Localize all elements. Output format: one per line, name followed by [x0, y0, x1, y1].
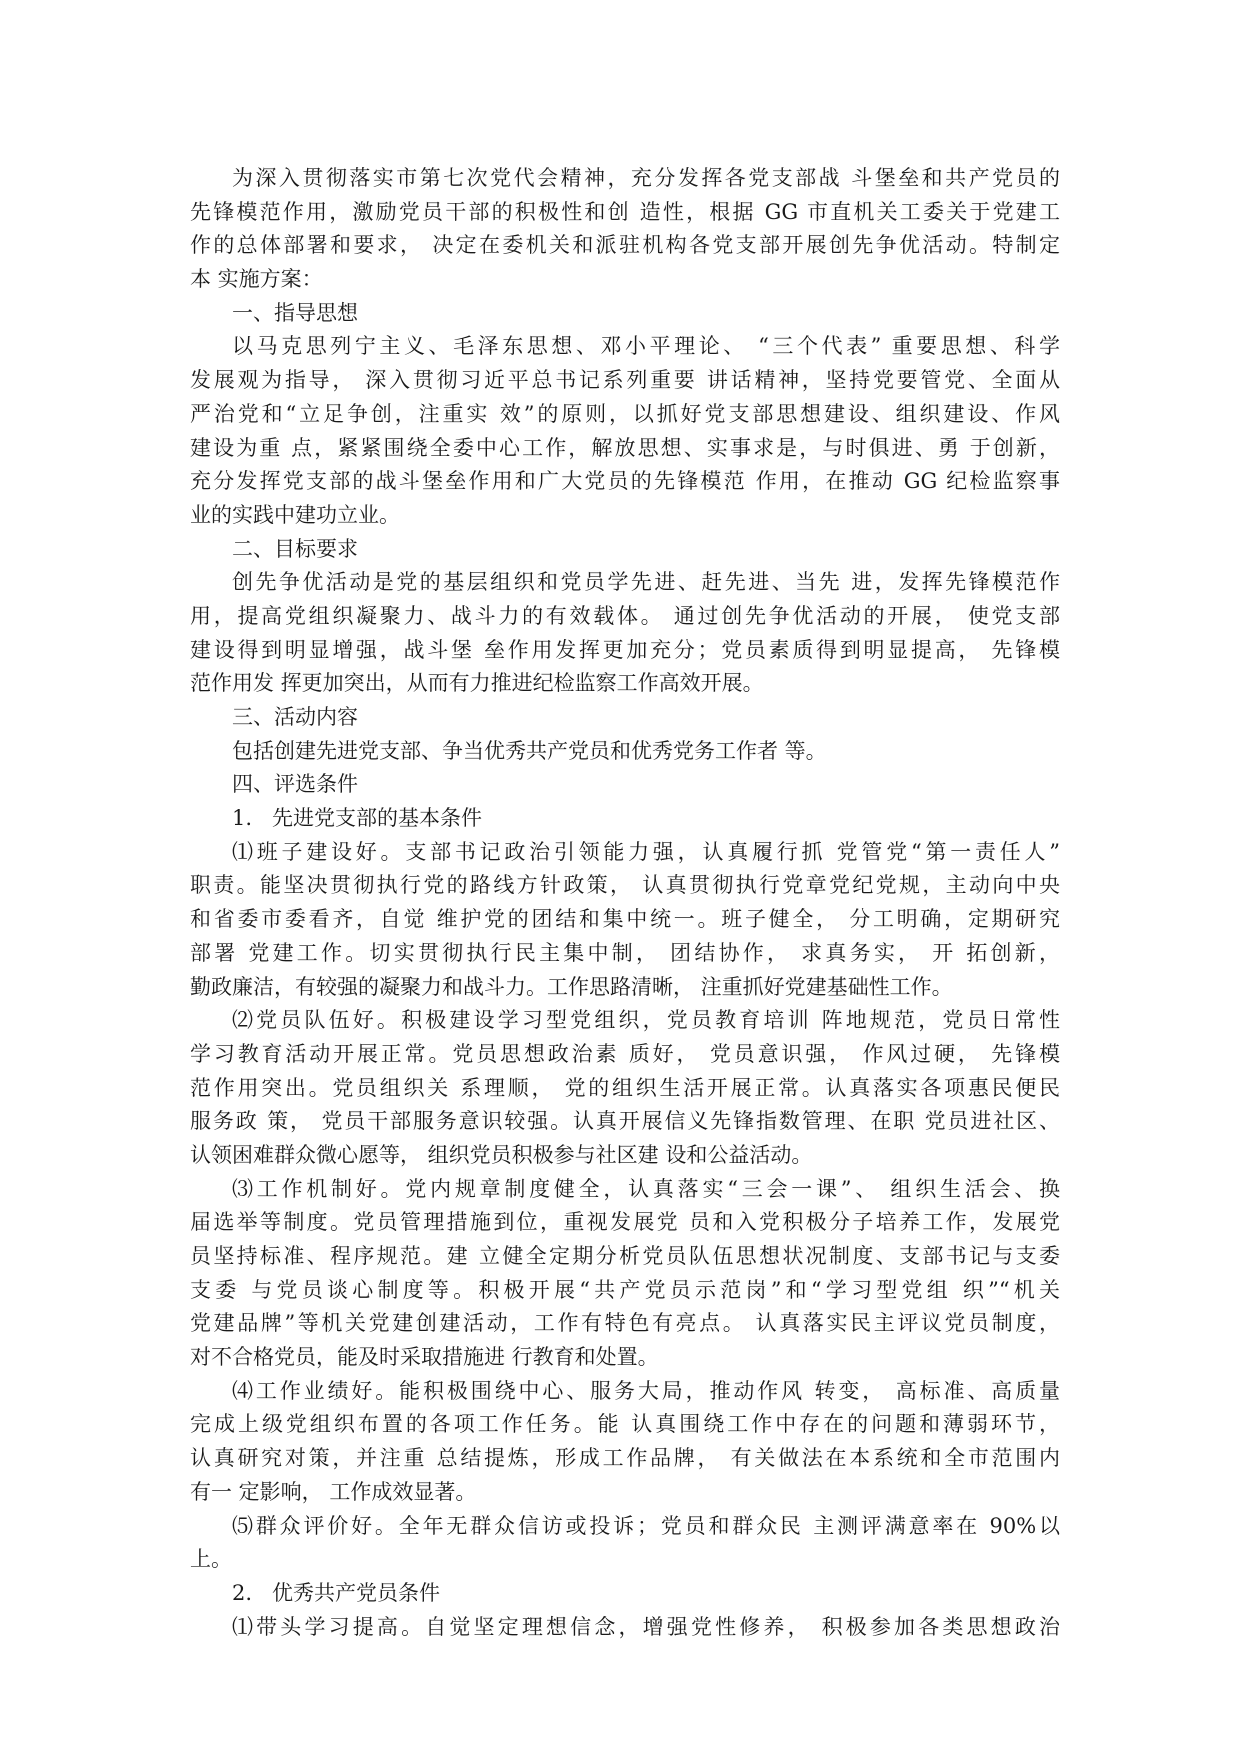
text-line: 建设得到明显增强，战斗堡 垒作用发挥更加充分；党员素质得到明显提高， 先锋模	[190, 637, 1060, 662]
text-line: ⑶工作机制好。党内规章制度健全，认真落实“三会一课”、 组织生活会、换	[232, 1176, 1060, 1201]
text-line: 作的总体部署和要求， 决定在委机关和派驻机构各党支部开展创先争优活动。特制定	[190, 233, 1060, 258]
text-line: 认领困难群众微心愿等， 组织党员积极参与社区建 设和公益活动。	[190, 1142, 813, 1167]
text-line: 发展观为指导， 深入贯彻习近平总书记系列重要 讲话精神，坚持党要管党、全面从	[190, 368, 1060, 393]
text-line: 1. 先进党支部的基本条件	[232, 806, 483, 831]
text-line: 本 实施方案：	[190, 267, 323, 292]
text-line: 部署 党建工作。切实贯彻执行民主集中制， 团结协作， 求真务实， 开 拓创新，	[190, 940, 1060, 965]
text-line: 上。	[190, 1547, 232, 1572]
text-line: 四、评选条件	[232, 772, 358, 797]
text-line: 充分发挥党支部的战斗堡垒作用和广大党员的先锋模范 作用，在推动 GG 纪检监察事	[190, 469, 1060, 494]
text-line: 学习教育活动开展正常。党员思想政治素 质好， 党员意识强， 作风过硬， 先锋模	[190, 1041, 1060, 1066]
document-body	[190, 162, 1060, 1644]
text-line: 完成上级党组织布置的各项工作任务。能 认真围绕工作中存在的问题和薄弱环节，	[190, 1412, 1060, 1437]
text-line: ⑵党员队伍好。积极建设学习型党组织，党员教育培训 阵地规范，党员日常性	[232, 1008, 1060, 1033]
text-line: ⑸群众评价好。全年无群众信访或投诉；党员和群众民 主测评满意率在 90%以	[232, 1513, 1060, 1538]
text-line: 为深入贯彻落实市第七次党代会精神，充分发挥各党支部战 斗堡垒和共产党员的	[232, 166, 1060, 190]
text-line: 勤政廉洁，有较强的凝聚力和战斗力。工作思路清晰， 注重抓好党建基础性工作。	[190, 974, 953, 999]
text-line: 对不合格党员，能及时采取措施进 行教育和处置。	[190, 1345, 659, 1370]
text-line: 2. 优秀共产党员条件	[232, 1580, 441, 1605]
text-line: 范作用发 挥更加突出，从而有力推进纪检监察工作高效开展。	[190, 671, 764, 696]
text-line: 职责。能坚决贯彻执行党的路线方针政策， 认真贯彻执行党章党纪党规，主动向中央	[190, 873, 1060, 898]
text-line: 范作用突出。党员组织关 系理顺， 党的组织生活开展正常。认真落实各项惠民便民	[190, 1075, 1060, 1100]
text-line: 用，提高党组织凝聚力、战斗力的有效载体。 通过创先争优活动的开展， 使党支部	[190, 603, 1060, 628]
text-line: 建设为重 点，紧紧围绕全委中心工作，解放思想、实事求是，与时俱进、勇 于创新，	[190, 435, 1060, 460]
text-line: 二、目标要求	[232, 536, 358, 561]
text-line: 三、活动内容	[232, 705, 358, 729]
text-line: 以马克思列宁主义、毛泽东思想、邓小平理论、 “三个代表” 重要思想、科学	[232, 334, 1060, 359]
text-line: 服务政 策， 党员干部服务意识较强。认真开展信义先锋指数管理、在职 党员进社区、	[190, 1109, 1060, 1134]
text-line: 有一 定影响， 工作成效显著。	[190, 1479, 477, 1504]
text-line: 和省委市委看齐，自觉 维护党的团结和集中统一。班子健全， 分工明确，定期研究	[190, 907, 1060, 932]
text-line: 先锋模范作用，激励党员干部的积极性和创 造性，根据 GG 市直机关工委关于党建工	[190, 199, 1060, 224]
text-line: 业的实践中建功立业。	[190, 502, 400, 527]
text-line: ⑷工作业绩好。能积极围绕中心、服务大局，推动作风 转变， 高标准、高质量	[232, 1378, 1060, 1403]
text-line: 严治党和“立足争创，注重实 效”的原则，以抓好党支部思想建设、组织建设、作风	[190, 401, 1060, 426]
text-line: 员坚持标准、程序规范。建 立健全定期分析党员队伍思想状况制度、支部书记与支委	[190, 1244, 1061, 1268]
text-line: 党建品牌”等机关党建创建活动，工作有特色有亮点。 认真落实民主评议党员制度，	[190, 1311, 1060, 1336]
text-line: 包括创建先进党支部、争当优秀共产党员和优秀党务工作者 等。	[232, 738, 827, 763]
text-line: 一、指导思想	[232, 300, 358, 325]
text-line: ⑴带头学习提高。自觉坚定理想信念，增强党性修养， 积极参加各类思想政治	[232, 1614, 1060, 1639]
text-line: 认真研究对策，并注重 总结提炼，形成工作品牌， 有关做法在本系统和全市范围内	[190, 1446, 1060, 1471]
text-line: 支委 与党员谈心制度等。积极开展“共产党员示范岗”和“学习型党组 织”“机关	[190, 1277, 1060, 1302]
text-line: ⑴班子建设好。支部书记政治引领能力强，认真履行抓 党管党“第一责任人”	[232, 839, 1060, 864]
text-line: 创先争优活动是党的基层组织和党员学先进、赶先进、当先 进，发挥先锋模范作	[232, 570, 1060, 595]
text-line: 届选举等制度。党员管理措施到位，重视发展党 员和入党积极分子培养工作，发展党	[190, 1210, 1060, 1235]
